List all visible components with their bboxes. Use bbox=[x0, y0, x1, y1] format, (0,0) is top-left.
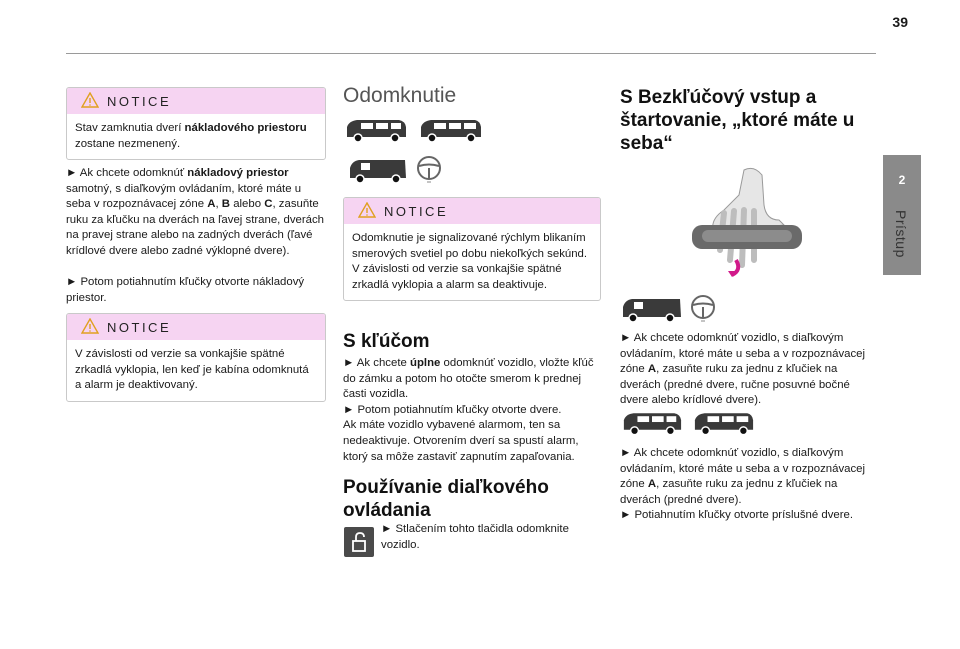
keyless-unlock-text-1: ► Ak chcete odomknúť vozidlo, s diaľkovým ovládaním, ktoré máte u seba a v rozpoznávacej zóne A, zasuňte ruku za jednu z kľučiek na dverách (predné dvere, ručne posuvné bočné dvere alebo krídlové dvere). bbox=[620, 332, 866, 407]
chapter-label: Prístup bbox=[893, 210, 909, 258]
notice-box-cargo bbox=[66, 87, 326, 160]
chapter-number: 2 bbox=[898, 173, 906, 187]
notice-header bbox=[344, 198, 600, 224]
notice-title: NOTICE bbox=[107, 320, 172, 335]
heading-keyless-entry: S Bezkľúčový vstup a štartovanie, „ktoré máte u seba“ bbox=[620, 87, 855, 154]
text-segment: , zasuňte ruku za kľučku na dverách na ľavej strane, dverách na pravej strane alebo na zadných dverách (ľavé krídlové dvere alebo zadné výklopné dvere). bbox=[66, 198, 325, 257]
notice-header bbox=[67, 314, 325, 340]
van-icon-2 bbox=[692, 410, 756, 436]
notice-title: NOTICE bbox=[107, 94, 172, 109]
text-segment: B bbox=[221, 198, 231, 211]
warning-icon bbox=[81, 318, 99, 334]
unlock-button-icon bbox=[344, 527, 374, 557]
text-segment: alebo bbox=[230, 198, 265, 211]
warning-icon bbox=[81, 92, 99, 108]
key-unlock-text: ► Ak chcete úplne odomknúť vozidlo, vložte kľúč do zámku a potom ho otočte smerom k prednej časti vozidla. ► Potom potiahnutím kľučky otvorte dvere. Ak máte vozidlo vybavené alarmom, ten sa nedeaktivuje. Otvorením dverí sa spustí alarm, ktorý sa môže zastaviť zapnutím zapaľovania. bbox=[343, 357, 594, 463]
keyless-unlock-text-2: ► Ak chcete odomknúť vozidlo, s diaľkovým ovládaním, ktoré máte u seba a v rozpoznávacej zóne A, zasuňte ruku za jednu z kľučiek na dverách (predné dvere). ► Potiahnutím kľučky otvorte príslušné dvere. bbox=[620, 447, 866, 522]
text-segment: samotný, s diaľkovým ovládaním, ktoré máte u seba v rozpoznávacej zóne bbox=[66, 182, 302, 211]
hand-on-door-handle-illustration bbox=[684, 165, 804, 280]
notice-box-unlock-signal bbox=[343, 197, 601, 301]
section-title-unlocking: Odomknutie bbox=[343, 84, 457, 107]
van-icon-2 bbox=[418, 117, 484, 143]
notice-body: Stav zamknutia dverí nákladového priestoru zostane nezmenený. bbox=[75, 122, 307, 150]
remote-unlock-text: ► Stlačením tohto tlačidla odomknite vozidlo. bbox=[381, 523, 569, 551]
text-segment: C bbox=[264, 198, 273, 211]
cargo-open-text: ► Potom potiahnutím kľučky otvorte nákladový priestor. bbox=[66, 276, 305, 304]
cargo-unlock-text bbox=[66, 166, 328, 260]
notice-body: Odomknutie je signalizované rýchlym blikaním smerových svetiel po dobu niekoľkých sekúnd. V závislosti od verzie sa vonkajšie spätné zrkadlá vyklopia a alarm sa deaktivuje. bbox=[352, 232, 588, 291]
padlock-open-icon bbox=[344, 527, 374, 557]
text-segment: A bbox=[207, 198, 216, 211]
steering-wheel-icon bbox=[690, 294, 716, 324]
text-segment: , bbox=[215, 198, 222, 211]
heading-with-key: S kľúčom bbox=[343, 331, 430, 352]
page-number: 39 bbox=[892, 14, 908, 30]
notice-title: NOTICE bbox=[384, 204, 449, 219]
text-segment: ► Ak chcete odomknúť bbox=[66, 167, 188, 179]
van-icon-1 bbox=[343, 117, 409, 143]
notice-header bbox=[67, 88, 325, 114]
van-icon-1 bbox=[620, 410, 684, 436]
notice-box-mirrors bbox=[66, 313, 326, 402]
warning-icon bbox=[358, 202, 376, 218]
text-segment: nákladový priestor bbox=[187, 167, 289, 179]
cargo-van-icon bbox=[347, 156, 409, 184]
cargo-van-icon bbox=[620, 295, 684, 323]
header-rule bbox=[66, 53, 876, 54]
heading-remote-control: Používanie diaľkového ovládania bbox=[343, 477, 549, 521]
steering-wheel-icon bbox=[416, 155, 442, 185]
notice-body: V závislosti od verzie sa vonkajšie spätné zrkadlá vyklopia, len keď je kabína odomknutá a alarm je deaktivovaný. bbox=[75, 348, 309, 392]
